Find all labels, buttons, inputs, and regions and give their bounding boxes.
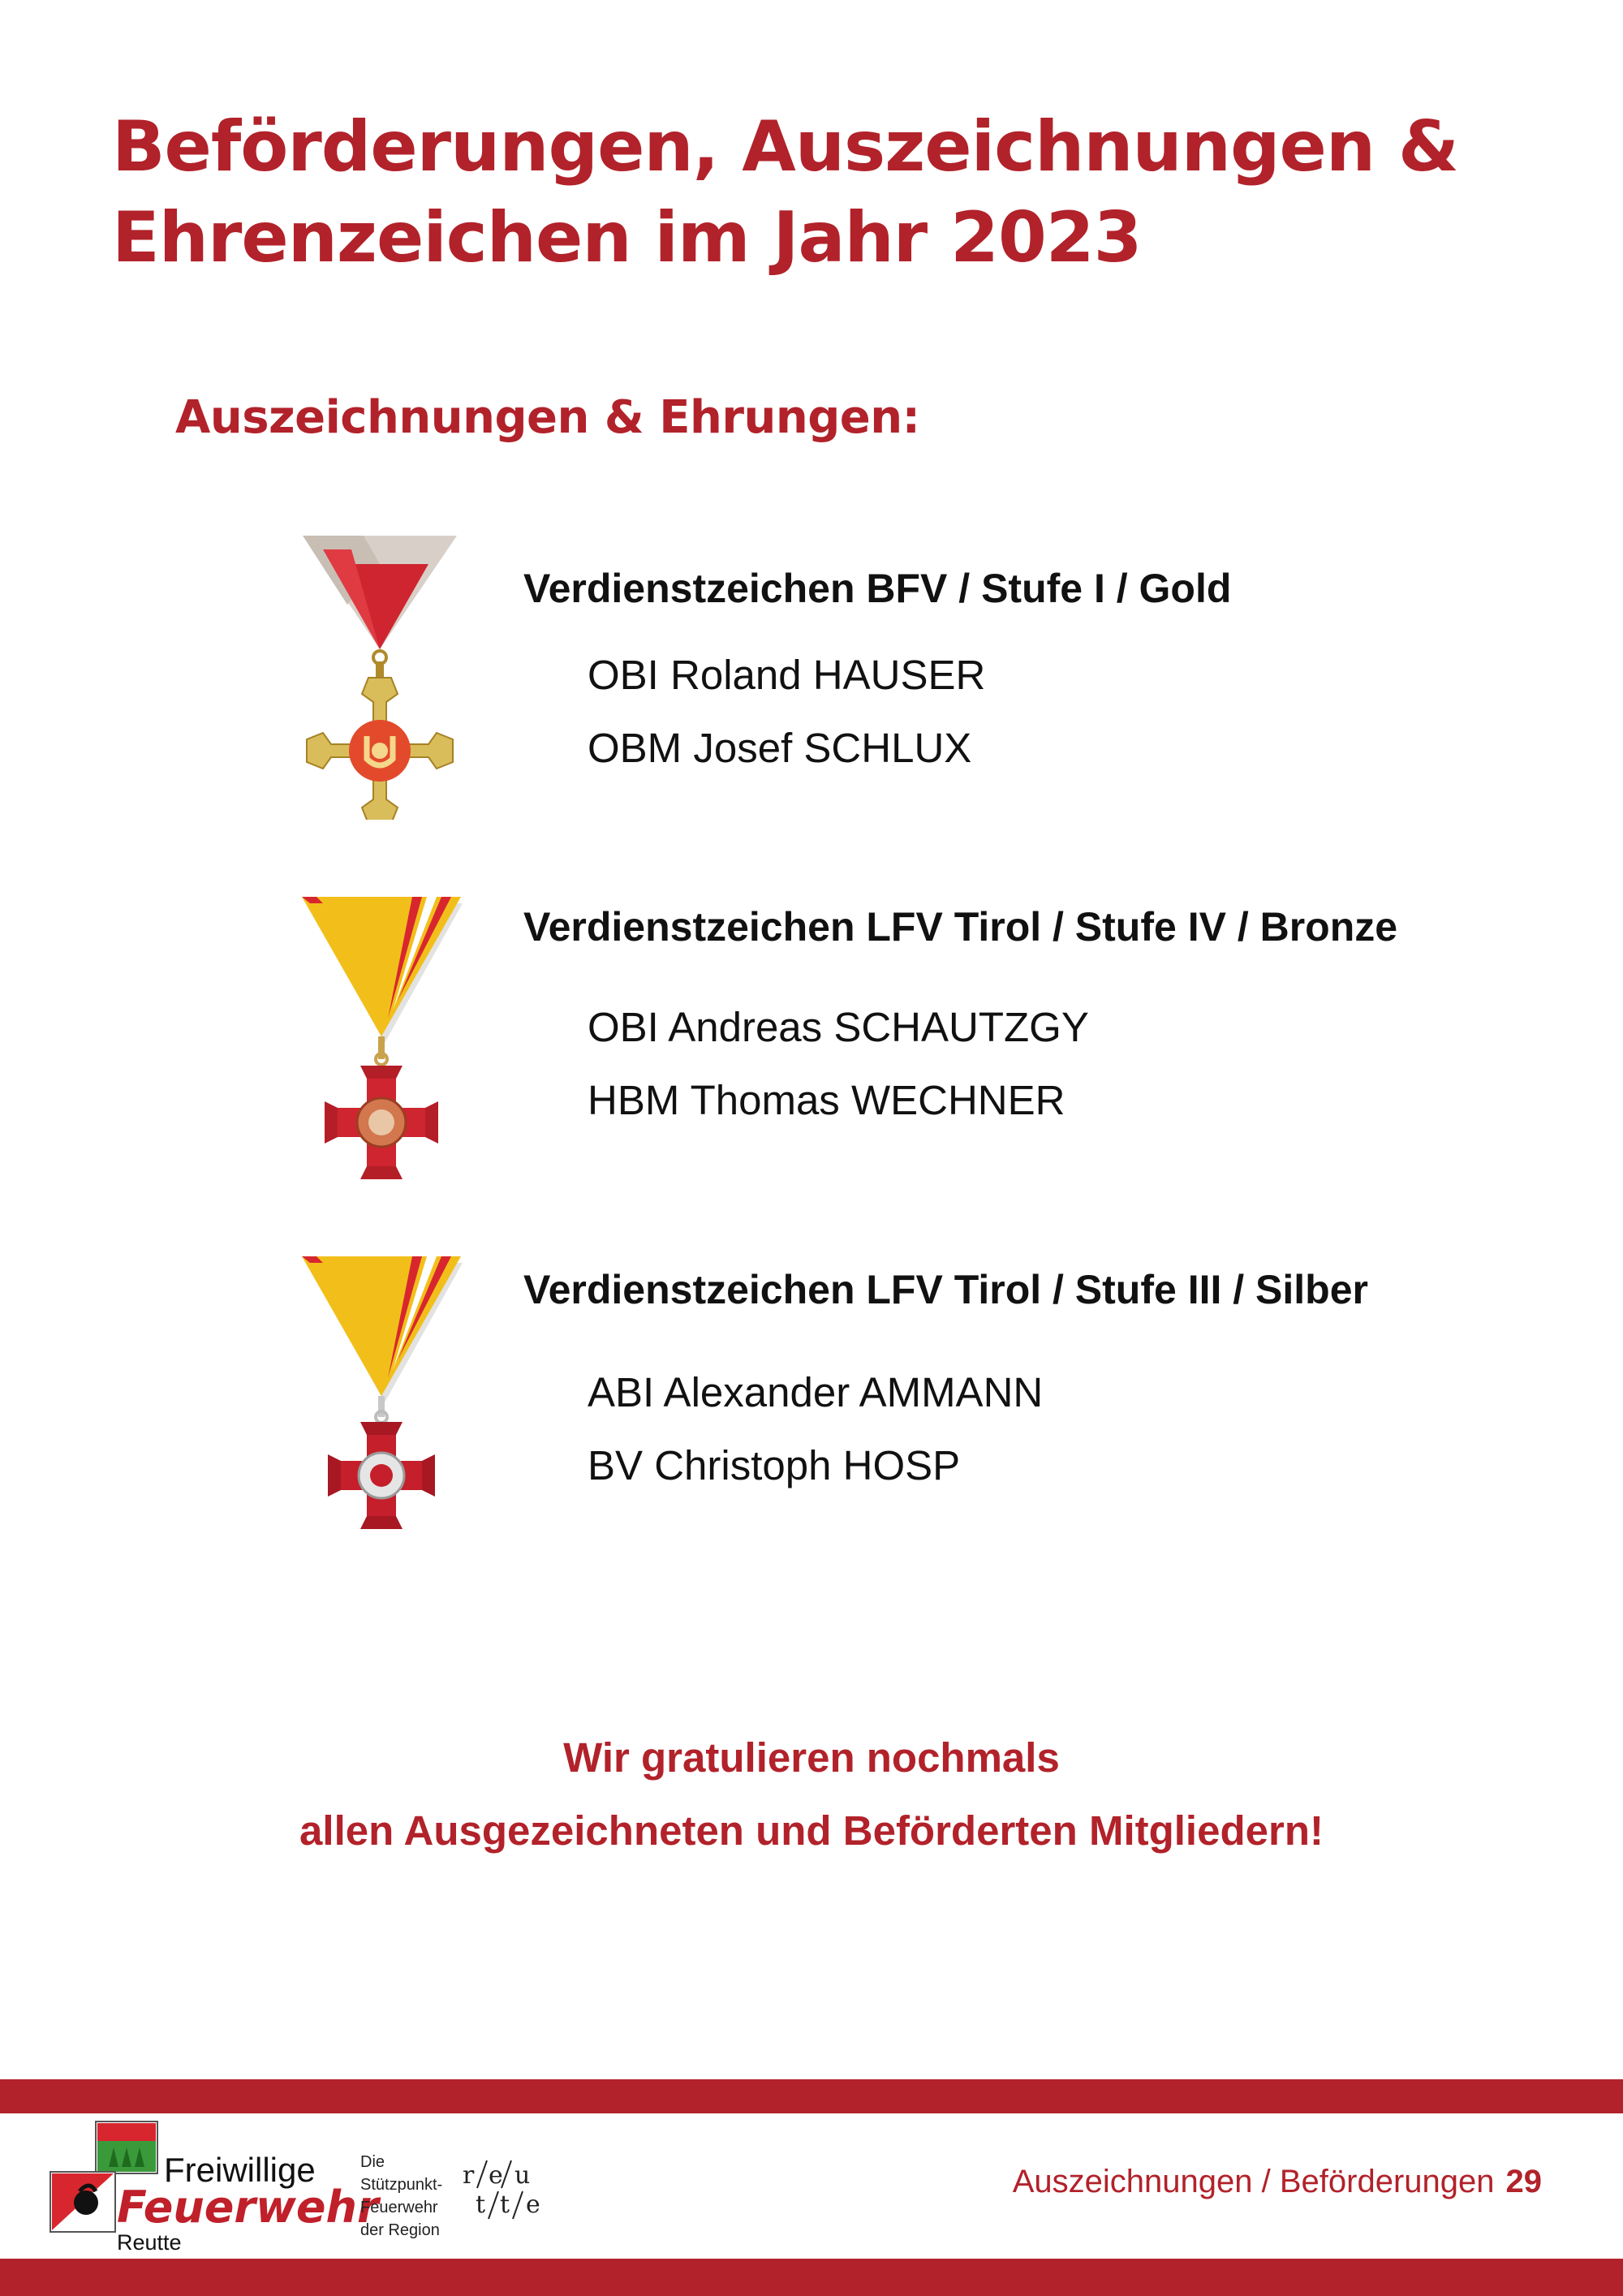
partner-logo-char: u bbox=[514, 2161, 531, 2190]
bronze-cross-medal-icon bbox=[274, 897, 469, 1197]
award-name-gold: Verdienstzeichen BFV / Stufe I / Gold bbox=[523, 566, 1232, 611]
partner-logo-char: t bbox=[500, 2190, 510, 2219]
logo-text-freiwillige: Freiwillige bbox=[164, 2151, 316, 2189]
recipient-2: BV Christoph HOSP bbox=[588, 1442, 961, 1488]
logo-text-reutte: Reutte bbox=[117, 2230, 182, 2255]
logo-text-feuerwehr: Feuerwehr bbox=[117, 2182, 379, 2233]
closing-line-1: Wir gratulieren nochmals bbox=[563, 1734, 1060, 1781]
footer-bar-bottom bbox=[0, 2259, 1623, 2296]
recipient-1: OBI Roland HAUSER bbox=[588, 652, 986, 698]
footer-bar-top bbox=[0, 2079, 1623, 2113]
partner-logo-char: e bbox=[489, 2161, 503, 2190]
recipient-1: ABI Alexander AMMANN bbox=[588, 1369, 1044, 1415]
partner-line: der Region bbox=[360, 2221, 440, 2239]
partner-line: Die bbox=[360, 2153, 385, 2171]
partner-text bbox=[360, 2151, 442, 2242]
page-number: 29 bbox=[1505, 2164, 1542, 2199]
silver-cross-medal-icon bbox=[274, 1256, 469, 1557]
page-title bbox=[112, 101, 1573, 283]
gold-cross-medal-icon bbox=[299, 532, 461, 820]
partner-line: Feuerwehr bbox=[360, 2199, 438, 2216]
recipient-2: OBM Josef SCHLUX bbox=[588, 725, 972, 771]
footer-section-name: Auszeichnungen / Beförderungen bbox=[1012, 2164, 1495, 2199]
page-title-line-2: Ehrenzeichen im Jahr 2023 bbox=[112, 197, 1142, 278]
partner-logo-char: e bbox=[526, 2190, 540, 2219]
page-title-line-1: Beförderungen, Auszeichnungen & bbox=[112, 106, 1459, 187]
partner-line: Stützpunkt- bbox=[360, 2176, 443, 2194]
recipient-2: HBM Thomas WECHNER bbox=[588, 1077, 1065, 1123]
award-name-bronze: Verdienstzeichen LFV Tirol / Stufe IV / Bronze bbox=[523, 904, 1398, 950]
footer-section-label bbox=[1013, 2164, 1542, 2200]
recipient-1: OBI Andreas SCHAUTZGY bbox=[588, 1004, 1089, 1050]
partner-logo-char: r bbox=[463, 2161, 475, 2190]
partner-logo-char: t bbox=[476, 2190, 486, 2219]
section-title: Auszeichnungen & Ehrungen: bbox=[175, 391, 920, 444]
reutte-region-logo-icon bbox=[456, 2159, 553, 2221]
award-name-silver: Verdienstzeichen LFV Tirol / Stufe III / Silber bbox=[523, 1267, 1368, 1312]
closing-line-2: allen Ausgezeichneten und Beförderten Mitgliedern! bbox=[299, 1807, 1324, 1854]
